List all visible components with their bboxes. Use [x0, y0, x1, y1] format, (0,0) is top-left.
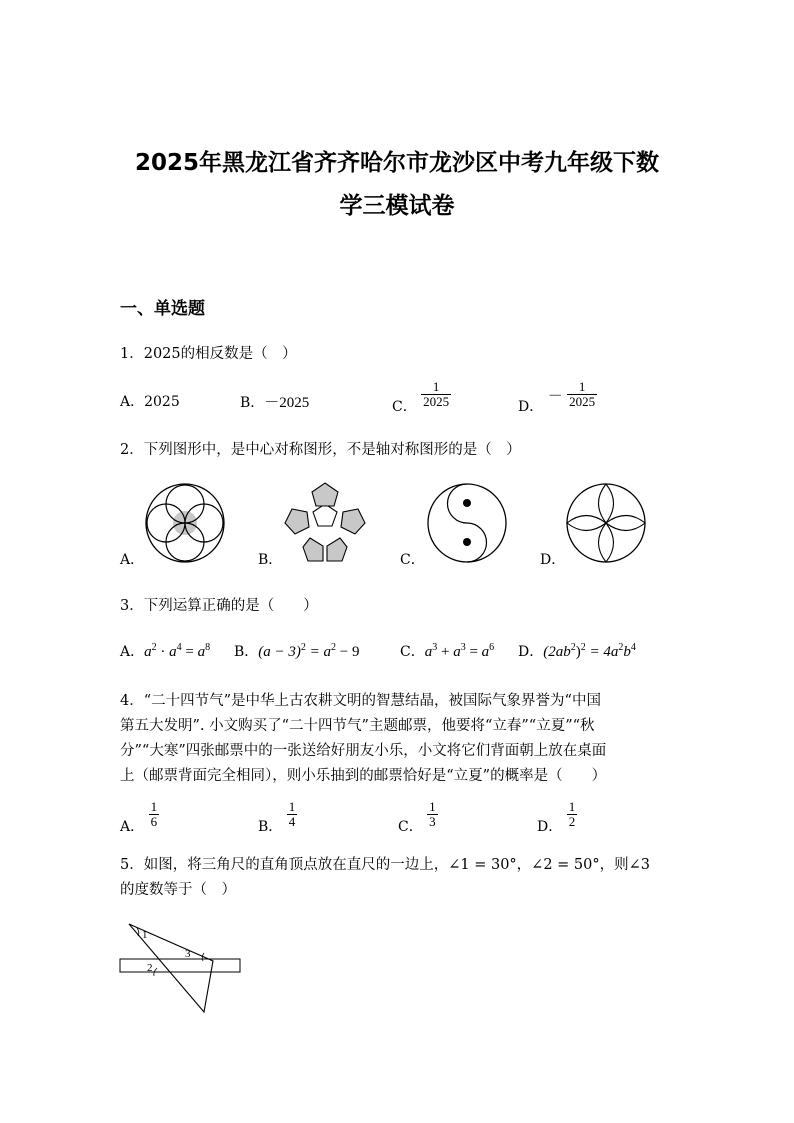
q1-stem: 1．2025的相反数是（ ）	[120, 346, 297, 362]
page-title-line1: 2025年黑龙江省齐齐哈尔市龙沙区中考九年级下数	[134, 150, 659, 176]
angle-1-label: 1	[142, 929, 148, 941]
q3-option-b	[234, 641, 360, 661]
fraction-denominator: 4	[288, 814, 296, 830]
op: =	[181, 644, 198, 660]
exp: 4	[630, 642, 636, 653]
exp: 2	[331, 642, 337, 653]
q1-option-d-label: D．	[518, 398, 544, 415]
q3-option-a	[120, 641, 210, 661]
q4-option-a	[120, 800, 159, 836]
q3-stem: 3．下列运算正确的是（ ）	[120, 598, 318, 614]
q1-option-c	[392, 380, 451, 416]
term: = a	[305, 644, 332, 660]
figure-d-flower	[563, 480, 649, 566]
fraction-numerator: 1	[432, 379, 440, 394]
term: (a − 3)	[258, 644, 301, 660]
q4-option-c-fraction	[427, 800, 438, 830]
var: a	[481, 644, 490, 660]
q1-option-b-label: B．	[240, 395, 265, 411]
q4-option-d-fraction	[567, 800, 578, 830]
q5-line2: 的度数等于（ ）	[120, 882, 236, 898]
q2-stem: 2．下列图形中，是中心对称图形，不是轴对称图形的是（ ）	[120, 442, 521, 458]
q1-option-b-value: －2025	[264, 395, 310, 411]
exp: 3	[460, 642, 466, 653]
fraction-numerator: 1	[150, 799, 158, 814]
exp: 3	[432, 642, 438, 653]
fraction-denominator: 3	[429, 814, 436, 830]
op: +	[437, 644, 454, 660]
figure-ruler-triangle	[116, 918, 246, 1016]
q4-option-b	[258, 800, 297, 836]
q3-option-c-expr	[425, 644, 494, 660]
q2-label-a: A．	[120, 552, 145, 568]
exp: 8	[205, 642, 211, 653]
q1-option-d-sign: －	[547, 388, 563, 405]
q4-option-d-label: D．	[537, 818, 563, 835]
q3-option-d-expr	[543, 644, 636, 660]
q1-option-d	[518, 380, 597, 416]
q3-option-b-label: B．	[234, 644, 259, 660]
figure-b-pentagons	[280, 480, 370, 566]
q3-option-a-expr	[144, 644, 210, 660]
page-title-line2: 学三模试卷	[339, 193, 455, 219]
q4-line2: 第五大发明”. 小文购买了“二十四节气”主题邮票，他要将“立春”“立夏”“秋	[120, 718, 595, 734]
fraction-denominator: 2025	[423, 394, 450, 410]
q3-option-d	[518, 641, 636, 661]
q4-option-c	[398, 800, 438, 836]
term: (2ab	[543, 644, 571, 660]
exp: 2	[151, 642, 157, 653]
q2-label-c: C．	[400, 552, 425, 568]
q4-line1: 4．“二十四节气”是中华上古农耕文明的智慧结晶，被国际气象界誉为“中国	[120, 693, 601, 709]
q5-line1: 5．如图，将三角尺的直角顶点放在直尺的一边上，∠1 = 30°，∠2 = 50°，则∠3	[120, 857, 650, 873]
exp: 2	[580, 642, 586, 653]
fraction-numerator: 1	[288, 799, 296, 814]
exp: 6	[489, 642, 495, 653]
q3-option-a-label: A．	[120, 644, 145, 660]
q4-line3: 分”“大寒”四张邮票中的一张送给好朋友小乐，小文将它们背面朝上放在桌面	[120, 743, 607, 759]
section-heading: 一、单选题	[120, 299, 205, 319]
op: ·	[156, 644, 170, 660]
q1-option-c-fraction	[421, 380, 451, 410]
q4-option-b-fraction	[287, 800, 298, 830]
figure-a-four-circles	[142, 480, 228, 566]
q4-line4: 上（邮票背面完全相同），则小乐抽到的邮票恰好是“立夏”的概率是（ ）	[120, 768, 607, 784]
exp: 2	[570, 642, 576, 653]
q3-option-d-label: D．	[518, 644, 544, 660]
var: a	[197, 644, 206, 660]
q3-option-c	[400, 641, 494, 661]
var: a	[169, 644, 177, 660]
exp: 2	[618, 642, 624, 653]
var: a	[453, 644, 461, 660]
fraction-numerator: 1	[429, 799, 436, 814]
q1-option-d-fraction	[567, 380, 597, 410]
q1-option-c-label: C．	[392, 398, 417, 415]
fraction-denominator: 6	[150, 814, 158, 830]
q2-label-b: B．	[258, 552, 283, 568]
term: − 9	[336, 644, 360, 660]
q4-option-a-fraction	[149, 800, 160, 830]
angle-2-label: 2	[147, 962, 153, 974]
figure-c-yin-yang	[424, 480, 510, 566]
exp: 2	[300, 642, 306, 653]
q2-label-d: D．	[540, 552, 566, 568]
q4-option-c-label: C．	[398, 818, 423, 835]
fraction-numerator: 1	[568, 799, 576, 814]
fraction-numerator: 1	[578, 379, 586, 394]
term: = 4a	[585, 644, 619, 660]
q1-option-b	[240, 391, 309, 412]
fraction-denominator: 2025	[569, 394, 596, 410]
fraction-denominator: 2	[568, 814, 576, 830]
term: )	[575, 644, 581, 660]
var: b	[623, 644, 631, 660]
var: a	[424, 644, 433, 660]
op: =	[465, 644, 482, 660]
var: a	[144, 644, 152, 660]
q4-option-a-label: A．	[120, 818, 145, 835]
exp: 4	[176, 642, 182, 653]
q4-option-d	[537, 800, 577, 836]
q4-option-b-label: B．	[258, 818, 283, 835]
q1-option-a: A．2025	[120, 394, 180, 410]
q3-option-b-expr	[258, 644, 359, 660]
q3-option-c-label: C．	[400, 644, 425, 660]
angle-3-label: 3	[185, 948, 191, 960]
